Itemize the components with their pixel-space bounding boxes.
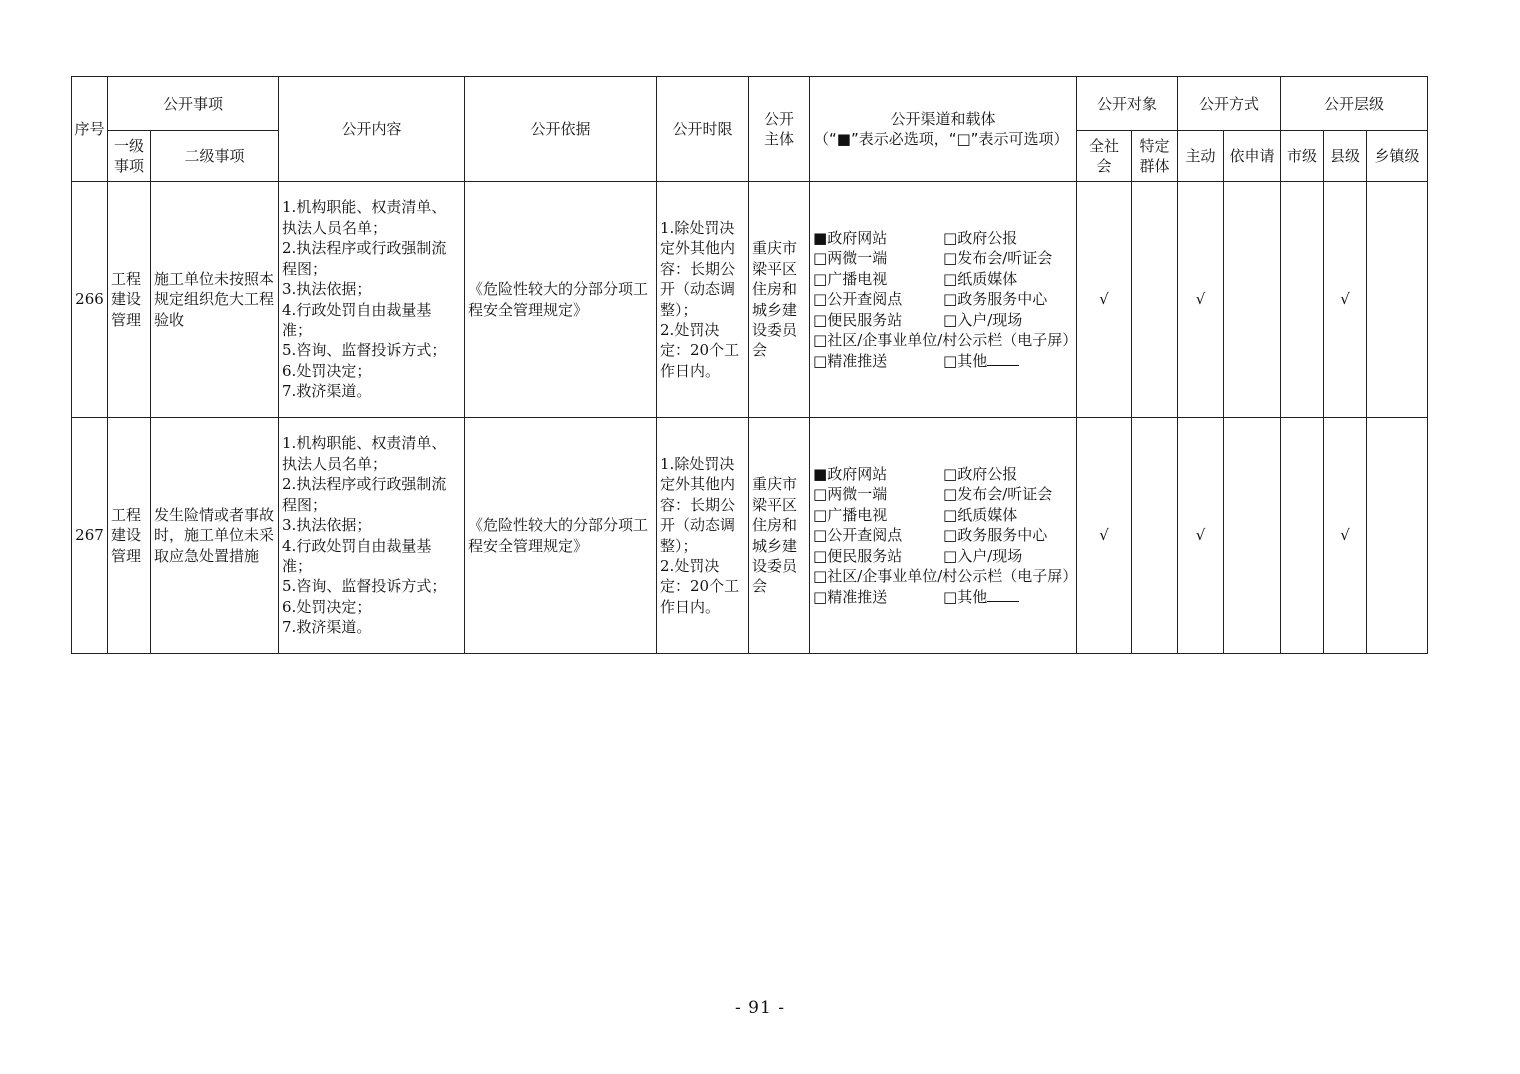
channel-option: □精准推送 bbox=[813, 587, 888, 606]
channel-option: □政务服务中心 bbox=[943, 526, 1048, 545]
channel-option: □社区/企事业单位/村公示栏（电子屏） bbox=[813, 567, 1078, 586]
content-line: 6.处罚决定； bbox=[282, 597, 372, 616]
content-line: 5.咨询、监督投诉方式； bbox=[282, 577, 447, 596]
method-active-cell: √ bbox=[1178, 182, 1224, 418]
content-line: 1.机构职能、权责清单、执法人员名单； bbox=[282, 434, 447, 473]
content-line: 4.行政处罚自由裁量基准； bbox=[282, 536, 432, 575]
level2-cell: 发生险情或者事故时，施工单位未采取应急处置措施 bbox=[151, 418, 279, 654]
level2-cell: 施工单位未按照本规定组织危大工程验收 bbox=[151, 182, 279, 418]
content-line: 7.救济渠道。 bbox=[282, 618, 372, 637]
basis-header: 公开依据 bbox=[465, 77, 657, 182]
level-county-header: 县级 bbox=[1324, 131, 1367, 182]
method-active-header: 主动 bbox=[1178, 131, 1224, 182]
channel-option-other: □其他 bbox=[943, 587, 1019, 607]
target-specific-cell bbox=[1132, 182, 1178, 418]
channel-option: ■政府网站 bbox=[813, 465, 888, 484]
item-header: 公开事项 bbox=[108, 77, 279, 131]
content-line: 4.行政处罚自由裁量基准； bbox=[282, 300, 432, 339]
seq-header: 序号 bbox=[72, 77, 108, 182]
basis-cell: 《危险性较大的分部分项工程安全管理规定》 bbox=[465, 418, 657, 654]
target-specific-cell bbox=[1132, 418, 1178, 654]
level-town-header: 乡镇级 bbox=[1367, 131, 1428, 182]
content-cell bbox=[279, 418, 465, 654]
channel-option: □纸质媒体 bbox=[943, 505, 1018, 524]
method-apply-header: 依申请 bbox=[1224, 131, 1281, 182]
channel-option: □两微一端 bbox=[813, 485, 888, 504]
channel-option: □精准推送 bbox=[813, 351, 888, 370]
table-row bbox=[72, 182, 1428, 418]
time-limit-header: 公开时限 bbox=[657, 77, 749, 182]
subject-cell: 重庆市梁平区住房和城乡建设委员会 bbox=[749, 182, 810, 418]
content-line: 5.咨询、监督投诉方式； bbox=[282, 341, 447, 360]
channel-option: □广播电视 bbox=[813, 269, 888, 288]
content-line: 3.执法依据； bbox=[282, 280, 372, 299]
channel-header bbox=[810, 77, 1077, 182]
content-cell bbox=[279, 182, 465, 418]
channel-option: □纸质媒体 bbox=[943, 269, 1018, 288]
content-header: 公开内容 bbox=[279, 77, 465, 182]
channel-option: □便民服务站 bbox=[813, 546, 903, 565]
seq-cell: 267 bbox=[72, 418, 108, 654]
channel-option: □入户/现场 bbox=[943, 310, 1023, 329]
channel-option: □两微一端 bbox=[813, 249, 888, 268]
channel-option: □发布会/听证会 bbox=[943, 485, 1053, 504]
time-limit-line: 1.除处罚决定外其他内容：长期公开（动态调整）； bbox=[660, 218, 736, 319]
channel-option: ■政府网站 bbox=[813, 229, 888, 248]
channel-option: □发布会/听证会 bbox=[943, 249, 1053, 268]
level2-header: 二级事项 bbox=[151, 131, 279, 182]
level1-cell: 工程建设管理 bbox=[108, 418, 151, 654]
blank-underline bbox=[987, 351, 1019, 366]
table-row bbox=[72, 418, 1428, 654]
method-apply-cell bbox=[1224, 182, 1281, 418]
time-limit-cell bbox=[657, 182, 749, 418]
method-apply-cell bbox=[1224, 418, 1281, 654]
channel-option: □公开查阅点 bbox=[813, 526, 903, 545]
time-limit-cell bbox=[657, 418, 749, 654]
channel-option: □政府公报 bbox=[943, 229, 1018, 248]
target-specific-header: 特定群体 bbox=[1132, 131, 1178, 182]
channel-option: □社区/企事业单位/村公示栏（电子屏） bbox=[813, 331, 1078, 350]
seq-cell: 266 bbox=[72, 182, 108, 418]
time-limit-line: 2.处罚决定：20个工作日内。 bbox=[660, 320, 740, 380]
level-city-cell bbox=[1281, 418, 1324, 654]
content-line: 2.执法程序或行政强制流程图； bbox=[282, 239, 447, 278]
method-active-cell: √ bbox=[1178, 418, 1224, 654]
channel-option: □政府公报 bbox=[943, 465, 1018, 484]
level-town-cell bbox=[1367, 418, 1428, 654]
page-number: - 91 - bbox=[735, 998, 785, 1018]
channel-option: □便民服务站 bbox=[813, 310, 903, 329]
subject-cell: 重庆市梁平区住房和城乡建设委员会 bbox=[749, 418, 810, 654]
content-line: 3.执法依据； bbox=[282, 516, 372, 535]
channel-option: □公开查阅点 bbox=[813, 290, 903, 309]
header-row-1 bbox=[72, 77, 1428, 131]
channel-cell bbox=[810, 418, 1077, 654]
disclosure-table bbox=[71, 76, 1428, 654]
target-all-cell: √ bbox=[1077, 418, 1132, 654]
target-all-header: 全社会 bbox=[1077, 131, 1132, 182]
channel-option-other: □其他 bbox=[943, 351, 1019, 371]
level-city-cell bbox=[1281, 182, 1324, 418]
level-county-cell: √ bbox=[1324, 182, 1367, 418]
level1-cell: 工程建设管理 bbox=[108, 182, 151, 418]
channel-option: □广播电视 bbox=[813, 505, 888, 524]
content-line: 6.处罚决定； bbox=[282, 361, 372, 380]
content-line: 2.执法程序或行政强制流程图； bbox=[282, 475, 447, 514]
level1-header: 一级事项 bbox=[108, 131, 151, 182]
channel-note: （“■”表示必选项，“□”表示可选项） bbox=[814, 130, 1069, 148]
channel-title: 公开渠道和载体 bbox=[890, 110, 996, 128]
basis-cell: 《危险性较大的分部分项工程安全管理规定》 bbox=[465, 182, 657, 418]
channel-option: □政务服务中心 bbox=[943, 290, 1048, 309]
method-header: 公开方式 bbox=[1178, 77, 1281, 131]
content-line: 1.机构职能、权责清单、执法人员名单； bbox=[282, 198, 447, 237]
channel-option: □入户/现场 bbox=[943, 546, 1023, 565]
target-header: 公开对象 bbox=[1077, 77, 1178, 131]
blank-underline bbox=[987, 587, 1019, 602]
level-header: 公开层级 bbox=[1281, 77, 1428, 131]
subject-header: 公开主体 bbox=[749, 77, 810, 182]
channel-cell bbox=[810, 182, 1077, 418]
time-limit-line: 2.处罚决定：20个工作日内。 bbox=[660, 556, 740, 616]
content-line: 7.救济渠道。 bbox=[282, 382, 372, 401]
level-town-cell bbox=[1367, 182, 1428, 418]
time-limit-line: 1.除处罚决定外其他内容：长期公开（动态调整）； bbox=[660, 454, 736, 555]
level-county-cell: √ bbox=[1324, 418, 1367, 654]
level-city-header: 市级 bbox=[1281, 131, 1324, 182]
target-all-cell: √ bbox=[1077, 182, 1132, 418]
